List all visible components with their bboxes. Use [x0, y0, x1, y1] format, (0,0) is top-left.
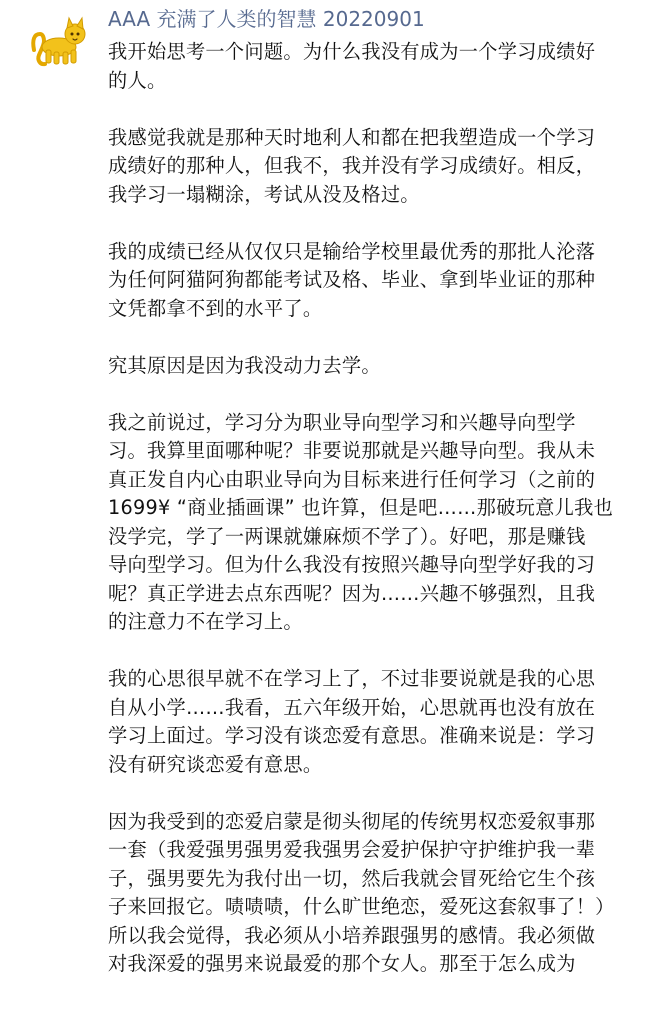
message-line: 我之前说过，学习分为职业导向型学习和兴趣导向型学	[108, 410, 576, 434]
cat-icon[interactable]	[28, 10, 88, 70]
message-line: 我的心思很早就不在学习上了，不过非要说就是我的心思	[108, 667, 596, 690]
message-line: 子，强男要先为我付出一切，然后我就会冒死给它生个孩	[108, 866, 596, 890]
message-line: 的人。	[108, 68, 167, 92]
message-line: 文凭都拿不到的水平了。	[108, 296, 323, 320]
message-line: 没有研究谈恋爱有意思。	[108, 752, 323, 776]
message-line: 子来回报它。啧啧啧，什么旷世绝恋，爱死这套叙事了！）	[108, 895, 615, 918]
message-line: 的注意力不在学习上。	[108, 610, 303, 633]
message-line: 为任何阿猫阿狗都能考试及格、毕业、拿到毕业证的那种	[108, 268, 596, 291]
message-line: 没学完，学了一两课就嫌麻烦不学了）。好吧，那是赚钱	[108, 524, 586, 548]
message-line: 一套（我爱强男强男爱我强男会爱护保护守护维护我一辈	[108, 838, 596, 861]
message-line: 成绩好的那种人，但我不，我并没有学习成绩好。相反，	[108, 154, 596, 177]
message-line: 我学习一塌糊涂，考试从没及格过。	[108, 182, 420, 206]
message-line: 1699¥ “商业插画课” 也许算，但是吧……那破玩意儿我也	[108, 496, 614, 519]
message-line: 真正发自内心由职业导向为目标来进行任何学习（之前的	[108, 467, 596, 491]
message-line: 究其原因是因为我没动力去学。	[108, 353, 381, 377]
paragraph-6	[108, 665, 656, 779]
paragraph-2	[108, 124, 656, 210]
message-line: 我开始思考一个问题。为什么我没有成为一个学习成绩好	[108, 40, 596, 63]
message-body	[108, 38, 656, 1007]
message-line: 所以我会觉得，我必须从小培养跟强男的感情。我必须做	[108, 923, 596, 947]
paragraph-5	[108, 409, 656, 637]
message-line: 学习上面过。学习没有谈恋爱有意思。准确来说是：学习	[108, 724, 596, 747]
paragraph-1	[108, 38, 656, 95]
message-line: 呢？真正学进去点东西呢？因为……兴趣不够强烈，且我	[108, 581, 596, 605]
paragraph-7	[108, 808, 656, 979]
paragraph-3	[108, 238, 656, 324]
message-line: 对我深爱的强男来说最爱的那个女人。那至于怎么成为	[108, 952, 576, 975]
message-line: 习。我算里面哪种呢？非要说那就是兴趣导向型。我从未	[108, 439, 596, 462]
message-line: 导向型学习。但为什么我没有按照兴趣导向型学好我的习	[108, 553, 596, 576]
message-line: 因为我受到的恋爱启蒙是彻头彻尾的传统男权恋爱叙事那	[108, 809, 596, 833]
sender-name[interactable]: AAA 充满了人类的智慧 20220901	[108, 7, 425, 31]
message-line: 我感觉我就是那种天时地利人和都在把我塑造成一个学习	[108, 125, 596, 149]
message-line: 自从小学……我看，五六年级开始，心思就再也没有放在	[108, 695, 596, 719]
paragraph-4	[108, 352, 656, 381]
message-line: 我的成绩已经从仅仅只是输给学校里最优秀的那批人沦落	[108, 239, 596, 263]
